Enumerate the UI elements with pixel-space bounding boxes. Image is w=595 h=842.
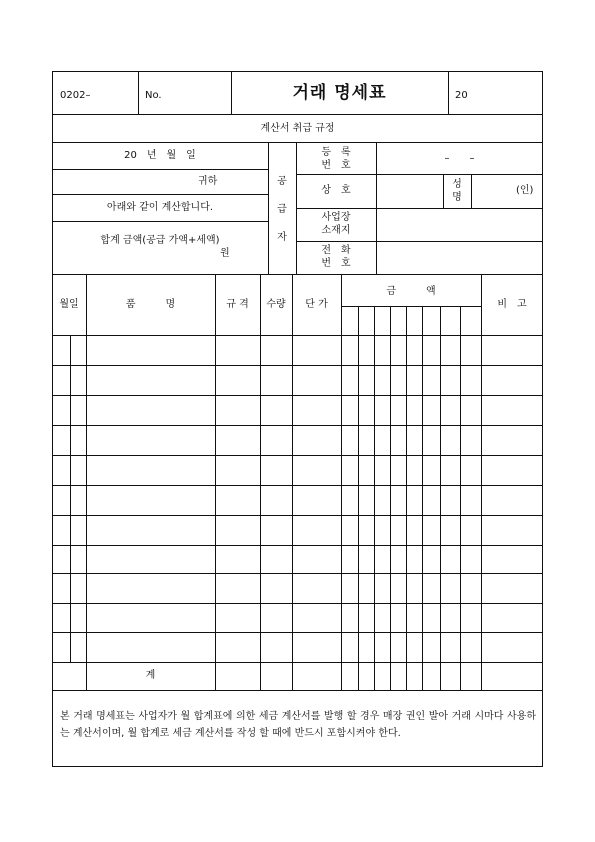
col-header-monthday: 월일 bbox=[59, 299, 79, 310]
rule-rep-right bbox=[471, 174, 472, 208]
form-subtitle: 계산서 취급 규정 bbox=[260, 123, 335, 134]
rule-name-bottom bbox=[296, 208, 543, 209]
rule-col-monthday bbox=[86, 274, 87, 690]
rule-digit-5 bbox=[422, 306, 423, 690]
recipient-suffix: 귀하 bbox=[198, 176, 218, 187]
rule-row-6 bbox=[52, 515, 543, 516]
rule-digit-3 bbox=[390, 306, 391, 690]
rule-code-divider bbox=[138, 71, 139, 114]
rule-row-10 bbox=[52, 632, 543, 633]
rep-label-line2: 명 bbox=[452, 192, 462, 203]
rule-title-divider bbox=[448, 71, 449, 114]
rule-row-4 bbox=[52, 455, 543, 456]
date-line: 20 년 월 일 bbox=[124, 150, 196, 161]
rule-row-5 bbox=[52, 485, 543, 486]
reg-label-line1: 등 록 bbox=[321, 147, 351, 158]
rule-digit-6 bbox=[440, 306, 441, 690]
footer-notice: 본 거래 명세표는 사업자가 월 합계표에 의한 세금 계산서를 발행 할 경우 매장 권인 발아 거래 시마다 사용하는 계산서이며, 월 합계로 세금 계산서를 작성 할 때에 반드시 포함시켜야 한다. bbox=[60, 711, 536, 739]
rule-col-qty bbox=[292, 274, 293, 690]
rule-subtitle-bottom bbox=[52, 142, 543, 143]
form-title: 거래 명세표 bbox=[292, 83, 387, 103]
rule-row-7 bbox=[52, 545, 543, 546]
rule-top-section-bottom bbox=[52, 274, 543, 275]
col-header-item: 품 명 bbox=[125, 299, 176, 310]
rule-col-amount bbox=[481, 274, 482, 690]
won-unit: 원 bbox=[220, 248, 230, 259]
rule-col-spec bbox=[260, 274, 261, 690]
total-amount-label: 합계 금액(공급 가액+세액) bbox=[100, 235, 220, 246]
statement-text: 아래와 같이 계산합니다. bbox=[106, 202, 214, 213]
form-year-prefix: 20 bbox=[455, 90, 468, 101]
form-code: 0202– bbox=[60, 90, 91, 101]
total-row-label: 계 bbox=[145, 670, 156, 681]
rule-buyer-divider bbox=[268, 142, 269, 274]
col-header-remarks: 비 고 bbox=[497, 299, 527, 310]
rep-label-line1: 성 bbox=[452, 179, 462, 190]
supplier-label-char-2: 급 bbox=[277, 204, 287, 215]
rule-address-bottom bbox=[296, 241, 543, 242]
rule-col-unitprice bbox=[341, 274, 342, 690]
rule-digit-7 bbox=[460, 306, 461, 690]
form-no-label: No. bbox=[145, 90, 162, 101]
rule-row-9 bbox=[52, 603, 543, 604]
rule-row-11 bbox=[52, 662, 543, 663]
col-header-qty: 수량 bbox=[266, 299, 286, 310]
col-header-spec: 규 격 bbox=[226, 299, 249, 310]
reg-number-field[interactable]: – – bbox=[444, 153, 475, 164]
seal-mark: (인) bbox=[516, 185, 534, 196]
supplier-label-char-3: 자 bbox=[277, 232, 287, 243]
address-label-line2: 소재지 bbox=[321, 225, 351, 236]
rule-statement-bottom bbox=[52, 221, 268, 222]
rule-digit-2 bbox=[374, 306, 375, 690]
rule-total-bottom bbox=[52, 690, 543, 691]
reg-label-line2: 번 호 bbox=[321, 160, 351, 171]
address-label-line1: 사업장 bbox=[321, 212, 351, 223]
col-header-unit-price: 단 가 bbox=[305, 299, 328, 310]
rule-header-bottom bbox=[52, 114, 543, 115]
rule-col-item bbox=[215, 274, 216, 690]
rule-col-month bbox=[70, 335, 71, 662]
rule-row-3 bbox=[52, 425, 543, 426]
rule-row-2 bbox=[52, 395, 543, 396]
rule-row-1 bbox=[52, 365, 543, 366]
phone-label-line1: 전 화 bbox=[321, 245, 351, 256]
rule-reg-bottom bbox=[296, 174, 543, 175]
rule-recipient-bottom bbox=[52, 194, 268, 195]
col-header-amount: 금 액 bbox=[386, 286, 436, 297]
rule-digit-4 bbox=[406, 306, 407, 690]
rule-digit-1 bbox=[358, 306, 359, 690]
phone-label-line2: 번 호 bbox=[321, 258, 351, 269]
rule-row-8 bbox=[52, 573, 543, 574]
rule-date-bottom bbox=[52, 169, 268, 170]
company-name-label: 상 호 bbox=[321, 185, 351, 196]
supplier-label-char-1: 공 bbox=[277, 176, 287, 187]
rule-table-header-bottom bbox=[52, 335, 543, 336]
